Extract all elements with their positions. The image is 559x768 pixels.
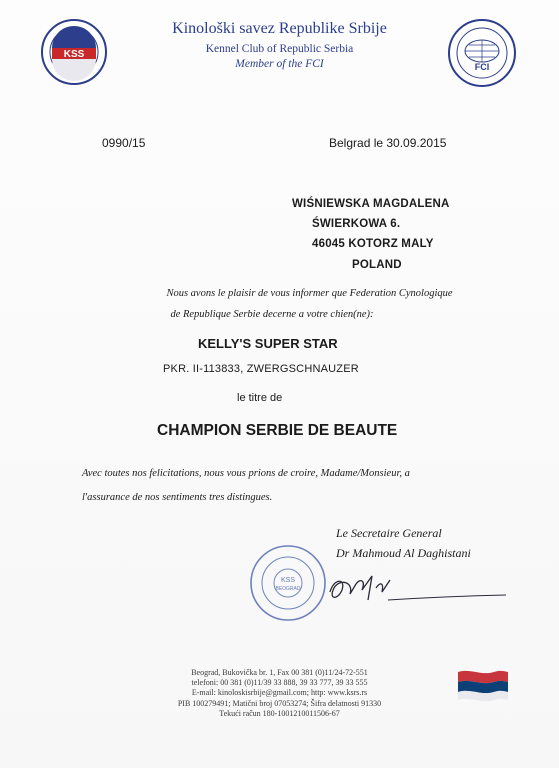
- recipient-country: POLAND: [352, 259, 402, 271]
- signatory-name: Dr Mahmoud Al Daghistani: [336, 546, 471, 560]
- official-stamp: [248, 543, 328, 623]
- closing-line-2: l'assurance de nos sentiments tres distingues.: [82, 492, 273, 503]
- place-date: Belgrad le 30.09.2015: [329, 136, 447, 150]
- header-title: Kinološki savez Republike Srbije: [172, 20, 387, 37]
- recipient-name: WIŚNIEWSKA MAGDALENA: [292, 198, 450, 210]
- reference-number: 0990/15: [102, 136, 146, 150]
- dog-name: KELLY'S SUPER STAR: [198, 336, 338, 351]
- recipient-city: 46045 KOTORZ MALY: [312, 238, 434, 250]
- footer-phones: telefoni: 00 381 (0)11/39 33 888, 39 33 777, 39 33 555: [191, 678, 368, 687]
- header-member: Member of the FCI: [235, 58, 324, 70]
- intro-line-1: Nous avons le plaisir de vous informer que Federation Cynologique: [166, 288, 453, 299]
- award-title: CHAMPION SERBIE DE BEAUTE: [157, 422, 398, 439]
- footer-account: Tekući račun 180-1001210011506-67: [219, 709, 340, 718]
- intro-line-2: de Republique Serbie decerne a votre chien(ne):: [170, 309, 374, 320]
- closing-line-1: Avec toutes nos felicitations, nous vous prions de croire, Madame/Monsieur, a: [82, 468, 410, 479]
- header-subtitle: Kennel Club of Republic Serbia: [205, 43, 354, 55]
- dog-registration: PKR. II-113833, ZWERGSCHNAUZER: [163, 363, 359, 375]
- serbian-flag-icon: [458, 668, 508, 702]
- signature: [320, 570, 510, 610]
- footer-registry: PIB 100279491; Matični broj 07053274; Šifra delatnosti 91330: [177, 699, 382, 708]
- svg-text:KSS: KSS: [63, 49, 85, 60]
- svg-text:FCI: FCI: [474, 62, 490, 72]
- signatory-role: Le Secretaire General: [336, 526, 442, 540]
- recipient-street: ŚWIERKOWA 6.: [312, 218, 401, 230]
- svg-text:BEOGRAD: BEOGRAD: [275, 586, 301, 592]
- footer-address: Beograd, Bukovička br. 1, Fax 00 381 (0)11/24-72-551: [191, 668, 368, 677]
- title-intro: le titre de: [237, 392, 283, 404]
- footer-email: E-mail: kinoloskisrbije@gmail.com; http: www.ksrs.rs: [191, 688, 368, 697]
- svg-text:KSS: KSS: [280, 577, 296, 584]
